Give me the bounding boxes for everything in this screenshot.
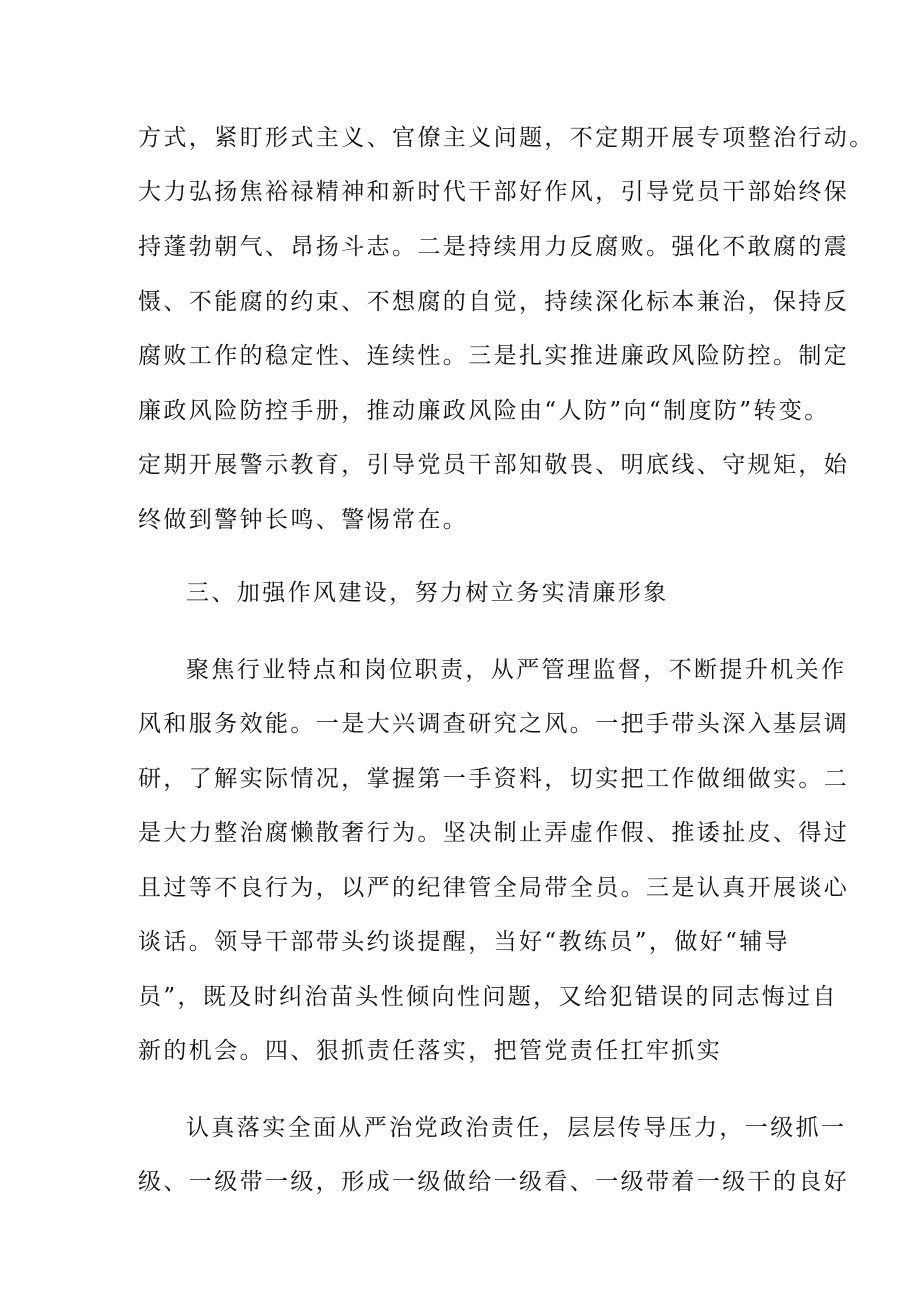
paragraph-1-line-1: 方式，紧盯形式主义、官僚主义问题，不定期开展专项整治行动。: [138, 125, 875, 151]
paragraph-1-line-5: 腐败工作的稳定性、连续性。三是扎实推进廉政风险防控。制定: [138, 343, 850, 369]
paragraph-3-line-4: 是大力整治腐懒散奢行为。坚决制止弄虚作假、推诿扯皮、得过: [138, 820, 850, 846]
paragraph-3-line-3: 研，了解实际情况，掌握第一手资料，切实把工作做细做实。二: [138, 766, 850, 792]
paragraph-3-line-8: 新的机会。四、狠抓责任落实，把管党责任扛牢抓实: [138, 1038, 723, 1064]
paragraph-4-line-1: 认真落实全面从严治党政治责任，层层传导压力，一级抓一: [186, 1115, 847, 1141]
paragraph-3-line-5: 且过等不良行为，以严的纪律管全局带全员。三是认真开展谈心: [138, 875, 850, 901]
paragraph-1-line-2: 大力弘扬焦裕禄精神和新时代干部好作风，引导党员干部始终保: [138, 179, 850, 205]
section-heading: 三、加强作风建设，努力树立务实清廉形象: [186, 580, 669, 606]
paragraph-3-line-1: 聚焦行业特点和岗位职责，从严管理监督，不断提升机关作: [186, 657, 847, 683]
paragraph-1-line-6: 廉政风险防控手册，推动廉政风险由“人防”向“制度防”转变。: [138, 398, 830, 424]
paragraph-1-line-4: 慑、不能腐的约束、不想腐的自觉，持续深化标本兼治，保持反: [138, 289, 850, 315]
paragraph-1-line-8: 终做到警钟长鸣、警惕常在。: [138, 507, 469, 533]
paragraph-3-line-6: 谈话。领导干部带头约谈提醒，当好“教练员”，做好“辅导: [138, 929, 791, 955]
paragraph-1-line-3: 持蓬勃朝气、昂扬斗志。二是持续用力反腐败。强化不敢腐的震: [138, 234, 850, 260]
paragraph-4-line-2: 级、一级带一级，形成一级做给一级看、一级带着一级干的良好: [138, 1169, 850, 1195]
paragraph-1-line-7: 定期开展警示教育，引导党员干部知敬畏、明底线、守规矩，始: [138, 452, 850, 478]
paragraph-3-line-2: 风和服务效能。一是大兴调查研究之风。一把手带头深入基层调: [138, 711, 850, 737]
paragraph-3-line-7: 员”，既及时纠治苗头性倾向性问题，又给犯错误的同志悔过自: [138, 984, 838, 1010]
